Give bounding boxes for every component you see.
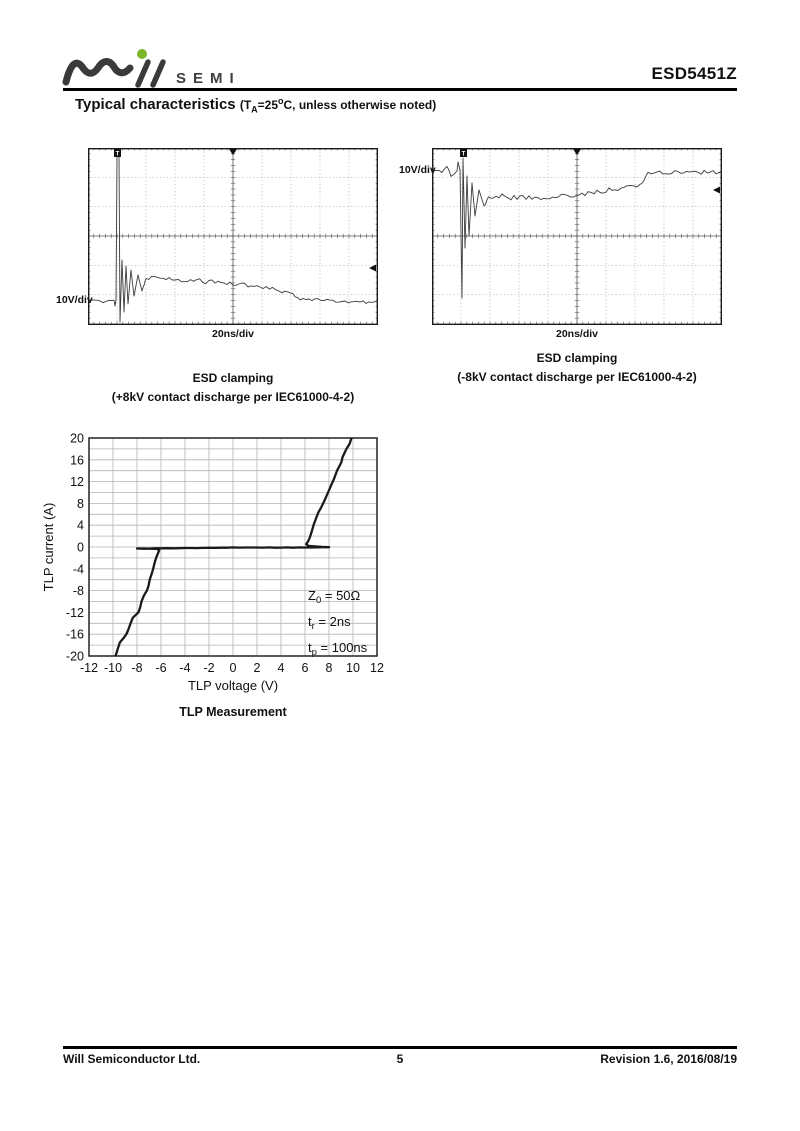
- tdiv-label-left: 20ns/div: [211, 328, 255, 340]
- scope-markers: [460, 149, 720, 194]
- svg-text:Z0 = 50Ω: $Z_0 = 50\Omega$: [308, 588, 361, 606]
- svg-text:-20: -20: [65, 649, 84, 664]
- svg-text:-8: -8: [72, 584, 84, 599]
- footer-revision: Revision 1.6, 2016/08/19: [600, 1052, 737, 1066]
- tlp-chart: [40, 428, 400, 720]
- logo-semi-text: SEMI: [176, 70, 241, 87]
- svg-text:12: 12: [70, 475, 84, 490]
- page-title-conditions: ($T_A=25^oC$, unless otherwise noted): [239, 96, 437, 115]
- svg-text:12: 12: [370, 661, 384, 675]
- logo-wave-icon: [66, 61, 130, 82]
- svg-text:-4: -4: [72, 562, 84, 577]
- svg-text:-16: -16: [65, 627, 84, 642]
- svg-text:tp = 100ns: $t_p = 100ns$: [308, 640, 368, 658]
- logo-slash-icon: [153, 62, 163, 85]
- page-title: [75, 96, 436, 114]
- svg-text:-12: -12: [79, 661, 99, 675]
- svg-text:-10: -10: [103, 661, 123, 675]
- vdiv-label-left: 10V/div: [56, 294, 93, 306]
- logo-green-dot-icon: [137, 49, 147, 59]
- tlp-chart-caption: TLP Measurement: [179, 705, 287, 719]
- svg-text:-6: -6: [155, 661, 167, 675]
- chart-tick-labels: [66, 432, 384, 676]
- svg-text:0: 0: [229, 661, 237, 675]
- svg-text:0: 0: [77, 540, 84, 555]
- x-axis-title: TLP voltage (V): [187, 678, 279, 693]
- svg-text:8: 8: [325, 661, 333, 675]
- svg-text:8: 8: [77, 496, 84, 511]
- page-title-main: Typical characteristics: [75, 96, 236, 113]
- caption-positive-esd: ESD clamping (+8kV contact discharge per IEC61000-4-2): [111, 371, 355, 404]
- footer-company: Will Semiconductor Ltd.: [63, 1052, 201, 1066]
- footer-page-number: 5: [396, 1052, 404, 1066]
- logo-graphic: [58, 46, 268, 94]
- part-number: ESD5451Z: [651, 64, 737, 83]
- scope-grid: [432, 148, 722, 324]
- svg-text:-4: -4: [179, 661, 191, 675]
- svg-text:2: 2: [253, 661, 261, 675]
- svg-text:-8: -8: [131, 661, 143, 675]
- y-axis-title: TLP current (A): [41, 502, 56, 592]
- vdiv-label-right: 10V/div: [399, 164, 436, 176]
- svg-text:20: 20: [70, 431, 84, 446]
- svg-text:16: 16: [70, 453, 84, 468]
- svg-text:-12: -12: [65, 605, 84, 620]
- tdiv-label-right: 20ns/div: [555, 328, 599, 340]
- header-rule: [63, 88, 737, 91]
- svg-text:10: 10: [346, 661, 360, 675]
- scope-markers: [114, 149, 376, 272]
- oscilloscope-negative-esd: [432, 148, 722, 325]
- scope-grid: [88, 148, 378, 324]
- logo-slash-icon: [138, 62, 148, 85]
- caption-negative-esd: ESD clamping (-8kV contact discharge per IEC61000-4-2): [457, 351, 697, 384]
- svg-text:4: 4: [77, 518, 84, 533]
- svg-text:T: T: [115, 151, 120, 158]
- svg-text:6: 6: [301, 661, 309, 675]
- svg-text:4: 4: [277, 661, 285, 675]
- svg-text:tr = 2ns: $t_r = 2ns$: [308, 614, 351, 632]
- svg-text:-2: -2: [203, 661, 215, 675]
- company-logo: [58, 46, 268, 94]
- oscilloscope-positive-esd: [88, 148, 378, 325]
- footer-rule: [63, 1046, 737, 1049]
- svg-text:T: T: [461, 151, 466, 158]
